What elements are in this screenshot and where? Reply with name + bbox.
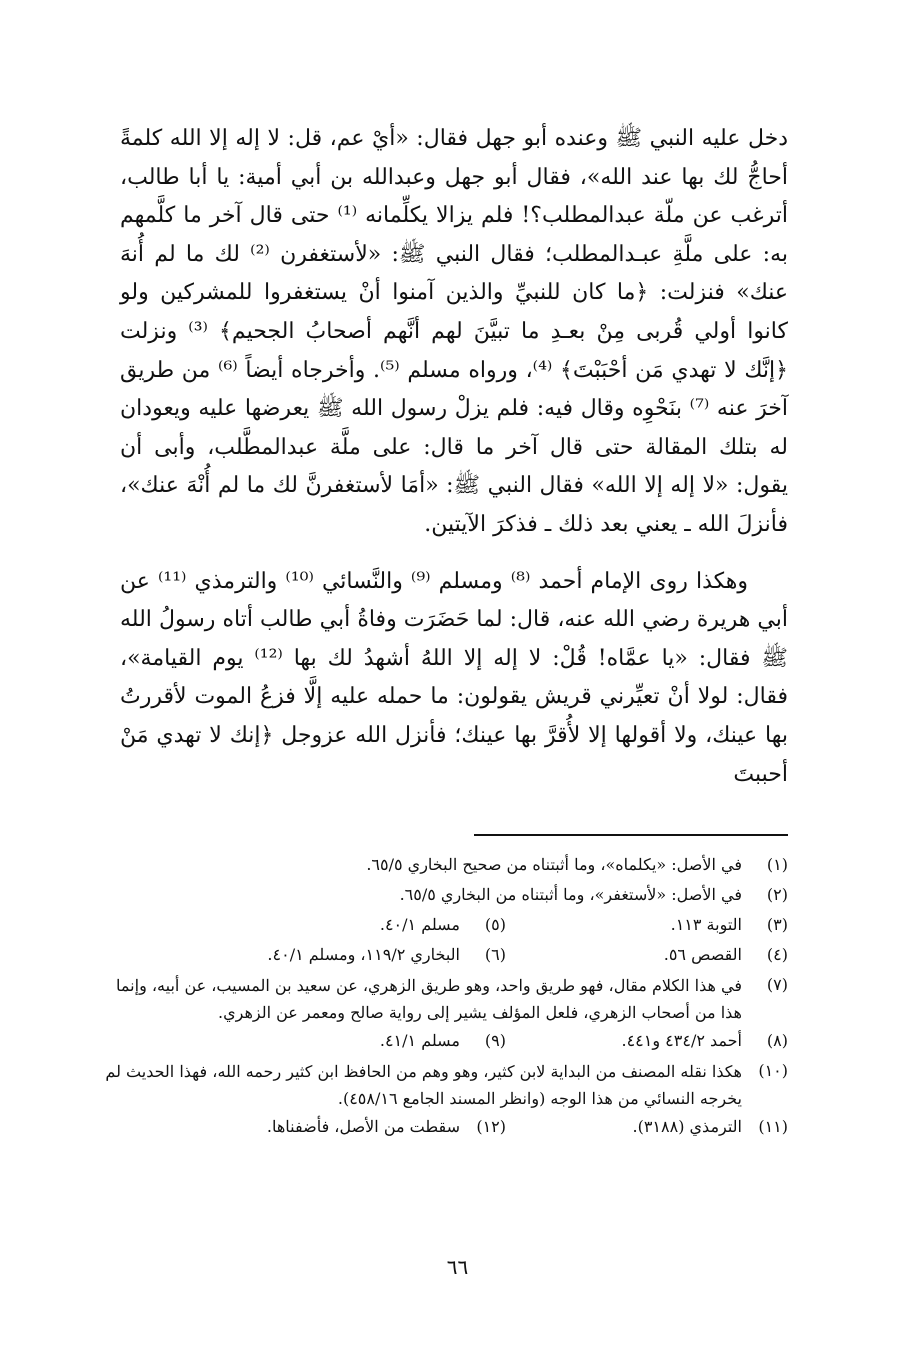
footnote-text: مسلم ٤١/١. — [379, 1031, 460, 1050]
footnote-10 — [100, 1056, 788, 1112]
footnote-1 — [100, 850, 788, 880]
footnote-number: (٩) — [484, 1031, 506, 1050]
main-text — [120, 120, 788, 794]
footnote-number: (١١) — [758, 1117, 788, 1136]
footnote-text: في هذا الكلام مقال، فهو طريق واحد، وهو طريق الزهري، عن سعيد بن المسيب، عن أبيه، وإنما هذا من أصحاب الزهري، فلعل المؤلف يشير إلى رواية صالح ومعمر عن الزهري. — [116, 976, 742, 1022]
footnote-separator — [474, 834, 788, 836]
footnote-text: أحمد ٤٣٤/٢ و٤٤١. — [621, 1031, 742, 1050]
footnote-2 — [100, 880, 788, 910]
footnote-number: (٧) — [766, 975, 788, 994]
footnote-number: (١٢) — [476, 1117, 506, 1136]
page-number: ٦٦ — [446, 1255, 469, 1279]
footnote-text: مسلم ٤٠/١. — [379, 915, 460, 934]
footnote-number: (٥) — [484, 915, 506, 934]
footnote-text: في الأصل: «يكلماه»، وما أثبتناه من صحيح البخاري ٦٥/٥. — [366, 855, 742, 874]
footnote-text: في الأصل: «لأستغفر»، وما أثبتناه من البخاري ٦٥/٥. — [399, 885, 742, 904]
paragraph-1: دخل عليه النبي ﷺ وعنده أبو جهل فقال: «أيْ عم، قل: لا إله إلا الله كلمةً أحاجُّ لك بها عند الله»، فقال أبو جهل وعبدالله بن أبي أمية: يا أبا طالب، أترغب عن ملّة عبدالمطلب؟! فلم يزالا يكلِّمانه ⁽¹⁾ حتى قال آخر ما كلَّمهم به: على ملَّةِ عبـدالمطلب؛ فقال النبي ﷺ: «لأستغفرن ⁽²⁾ لك ما لم أُنهَ عنك» فنزلت: ﴿ما كان للنبيِّ والذين آمنوا أنْ يستغفروا للمشركين ولو كانوا أولي قُربى مِنْ بعـدِ ما تبيَّنَ لهم أنَّهم أصحابُ الجحيم﴾ ⁽³⁾ ونزلت ﴿إنَّك لا تهدي مَن أحْبَبْتَ﴾ ⁽⁴⁾، ورواه مسلم ⁽⁵⁾. وأخرجاه أيضاً ⁽⁶⁾ من طريق آخرَ عنه ⁽⁷⁾ بنَحْوِه وقال فيه: فلم يزلْ رسول الله ﷺ يعرضها عليه ويعودان له بتلك المقالة حتى قال آخر ما قال: على ملَّة عبدالمطَّلب، وأبى أن يقول: «لا إله إلا الله» فقال النبي ﷺ: «أمَا لأستغفرنَّ لك ما لم أُنْهَ عنك»، فأنزلَ الله ـ يعني بعد ذلك ـ فذكرَ الآيتين. — [120, 126, 789, 537]
footnote-number: (٨) — [766, 1031, 788, 1050]
footnote-number: (٣) — [766, 915, 788, 934]
footnote-text: التوبة ١١٣. — [670, 915, 742, 934]
footnote-7 — [100, 970, 788, 1026]
footnote-text: البخاري ١١٩/٢، ومسلم ٤٠/١. — [267, 945, 460, 964]
footnote-number: (١) — [766, 855, 788, 874]
footnote-number: (٢) — [766, 885, 788, 904]
footnote-4-6 — [100, 940, 788, 970]
footnotes — [100, 850, 788, 1142]
footnote-text: سقطت من الأصل، فأضفناها. — [266, 1117, 460, 1136]
footnote-number: (١٠) — [758, 1061, 788, 1080]
footnote-text: الترمذي (٣١٨٨). — [632, 1117, 742, 1136]
footnote-11-12 — [100, 1112, 788, 1142]
footnote-text: هكذا نقله المصنف من البداية لابن كثير، وهو وهم من الحافظ ابن كثير رحمه الله، فهذا الحديث لم يخرجه النسائي من هذا الوجه (وانظر المسند الجامع ٤٥٨/١٦). — [105, 1062, 742, 1108]
footnote-text: القصص ٥٦. — [663, 945, 742, 964]
footnote-number: (٤) — [766, 945, 788, 964]
footnote-8-9 — [100, 1026, 788, 1056]
footnote-number: (٦) — [484, 945, 506, 964]
paragraph-2: وهكذا روى الإمام أحمد ⁽⁸⁾ ومسلم ⁽⁹⁾ والنَّسائي ⁽¹⁰⁾ والترمذي ⁽¹¹⁾ عن أبي هريرة رضي الله عنه، قال: لما حَضَرَت وفاةُ أبي طالب أتاه رسولُ الله ﷺ فقال: «يا عمَّاه! قُلْ: لا إله إلا اللهُ أشهدُ لك بها ⁽¹²⁾ يوم القيامة»، فقال: لولا أنْ تعيِّرني قريش يقولون: ما حمله عليه إلَّا فزعُ الموت لأقررتُ بها عينك، ولا أقولها إلا لأُقرَّ بها عينك؛ فأنزل الله عزوجل ﴿إنك لا تهدي مَنْ أحببتَ — [120, 568, 788, 787]
footnote-3-5 — [100, 910, 788, 940]
